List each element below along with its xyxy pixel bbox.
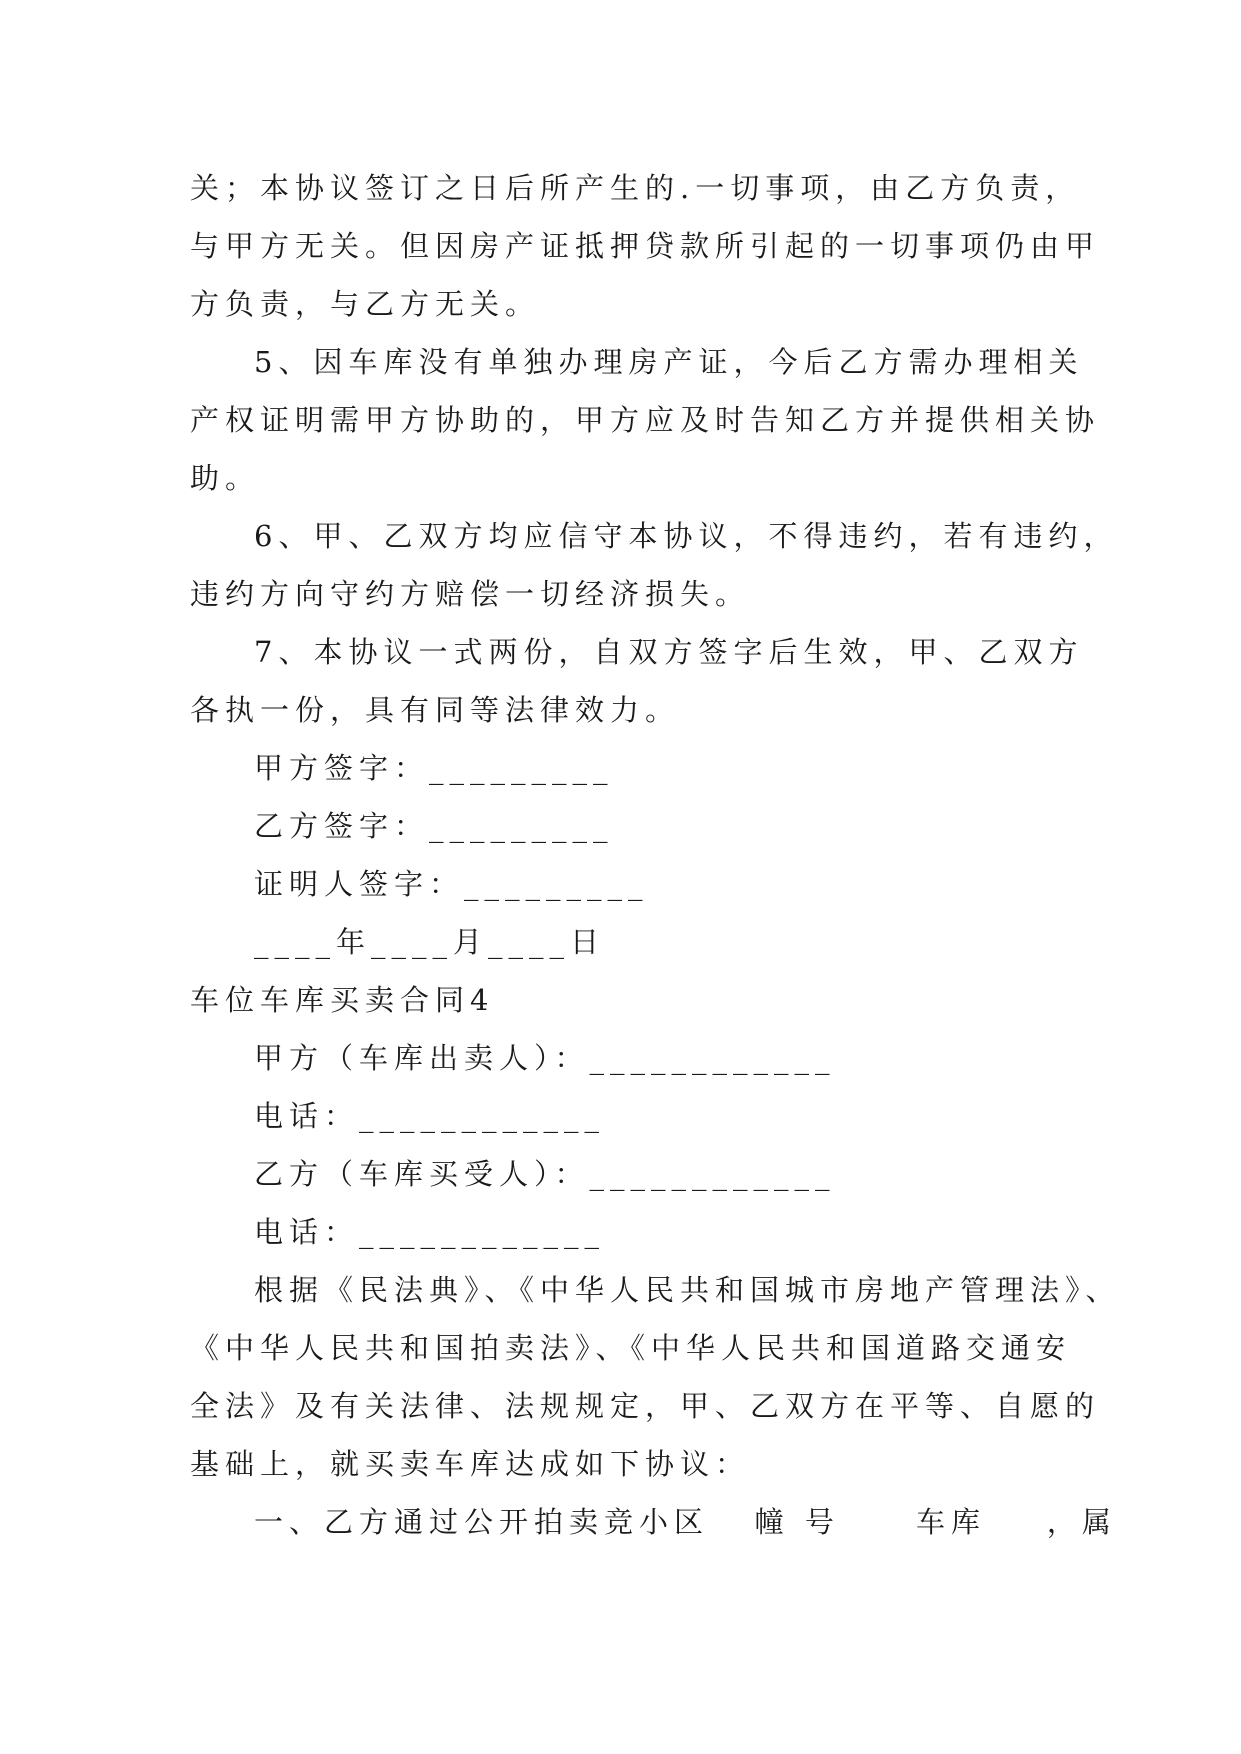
- date-line: ____年____月____日: [254, 925, 606, 959]
- text-line: 关；本协议签订之日后所产生的.一切事项，由乙方负责，: [190, 171, 1081, 205]
- preamble-line: 根据《民法典》、《中华人民共和国城市房地产管理法》、: [254, 1273, 1121, 1307]
- text-line: 方负责，与乙方无关。: [190, 287, 541, 321]
- party-b-signature: 乙方签字：_________: [254, 809, 614, 843]
- party-b-line: 乙方（车库买受人）：____________: [254, 1157, 836, 1191]
- text-line: 违约方向守约方赔偿一切经济损失。: [190, 577, 751, 611]
- text-line: 基础上，就买卖车库达成如下协议：: [190, 1447, 751, 1481]
- witness-signature: 证明人签字：_________: [254, 867, 649, 901]
- text-line: 与甲方无关。但因房产证抵押贷款所引起的一切事项仍由甲: [190, 229, 1101, 263]
- party-b-phone: 电话：____________: [254, 1215, 606, 1249]
- party-a-line: 甲方（车库出卖人）：____________: [254, 1041, 836, 1075]
- clause-5: 5、因车库没有单独办理房产证，今后乙方需办理相关: [254, 345, 1084, 379]
- party-a-signature: 甲方签字：_________: [254, 751, 614, 785]
- text-line: 全法》及有关法律、法规规定，甲、乙双方在平等、自愿的: [190, 1389, 1101, 1423]
- party-a-phone: 电话：____________: [254, 1099, 606, 1133]
- text-line: 《中华人民共和国拍卖法》、《中华人民共和国道路交通安: [190, 1331, 1072, 1365]
- section-title: 车位车库买卖合同4: [190, 983, 495, 1017]
- text-line: 各执一份，具有同等法律效力。: [190, 693, 681, 727]
- text-line: 产权证明需甲方协助的，甲方应及时告知乙方并提供相关协: [190, 403, 1101, 437]
- clause-1: 一、乙方通过公开拍卖竞小区 幢 号 车库 ，属: [254, 1505, 1117, 1539]
- clause-6: 6、甲、乙双方均应信守本协议，不得违约，若有违约，: [254, 519, 1119, 553]
- text-line: 助。: [190, 461, 261, 495]
- clause-7: 7、本协议一式两份，自双方签字后生效，甲、乙双方: [254, 635, 1084, 669]
